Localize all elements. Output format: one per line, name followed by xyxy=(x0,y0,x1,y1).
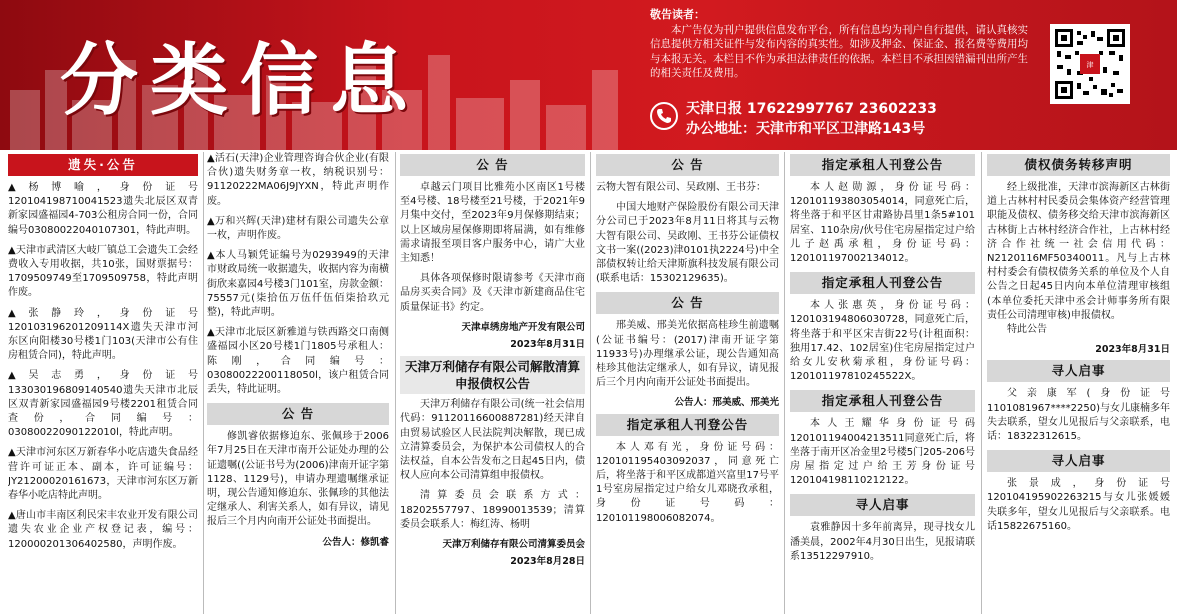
column-6 xyxy=(987,152,1170,614)
column-2 xyxy=(207,152,389,614)
notice-item: ▲天津市武清区大岐厂镇总工会遗失工会经费收入专用收据，共10张，国财票据号：1709509749至1709509758，特此声明作废。 xyxy=(8,244,198,299)
notice-body: 特此公告 xyxy=(1007,324,1047,336)
notice-signature: 天津卓绣房地产开发有限公司 xyxy=(461,321,585,333)
section-header-notice: 公 告 xyxy=(400,154,585,176)
notice-body: 邢美威、邢美光依据高桂珍生前遗嘱(公证书编号：(2017)津南开证字第11933号)办理继承公证，现公告通知高桂珍其他法定继承人，如有异议，请见报后三个月内向南开公证处书面提出。 xyxy=(596,320,779,389)
column-divider xyxy=(784,152,785,614)
notice-date: 2023年8月28日 xyxy=(510,556,585,568)
notice-item: ▲杨博喻，身份证号120104198710041523遗失北辰区双青新家园盛福园4-703公租房合同一份，合同编号03080022040107301，特此声明。 xyxy=(8,182,198,236)
section-header-missing-person: 寻人启事 xyxy=(987,360,1170,382)
phone-icon xyxy=(650,102,678,130)
section-header-tenant: 指定承租人刊登公告 xyxy=(790,390,975,412)
notice-item: ▲天津市北辰区新雅道与铁西路交口南侧盛福园小区20号楼1门1805号承租人：陈刚，合同编号：03080022200118050l，该户租赁合同丢失，特此证明。 xyxy=(207,327,389,396)
notice-signature: 公告人：邢美威、邢美光 xyxy=(674,397,779,409)
column-4 xyxy=(596,152,779,614)
section-header-notice: 公 告 xyxy=(207,403,389,425)
column-1 xyxy=(8,152,198,614)
notice-body: 本广告仅为刊户提供信息发布平台，所有信息均为刊户自行提供，请认真核实信息提供方相关证件与发布内容的真实性。如涉及押金、保证金、报名费等费用均与本报无关。本栏目不作为承担法律责任的依据。本栏目不承担因错漏刊出所产生的相关责任及费用。 xyxy=(650,23,1028,79)
notice-body: 中国大地财产保险股份有限公司天津分公司已于2023年8月11日将其与云物大智有限公司、吴政刚、王书芬公证债权文书一案((2023)津0101执2224号)中全部债权转让给天津斯旗科技发展有限公司(联系电话：15302129635)。 xyxy=(596,202,779,285)
column-divider xyxy=(590,152,591,614)
contact-address: 办公地址：天津市和平区卫津路143号 xyxy=(686,121,926,137)
section-header-notice: 公 告 xyxy=(596,292,779,314)
column-divider xyxy=(981,152,982,614)
section-header-tenant: 指定承租人刊登公告 xyxy=(790,272,975,294)
section-header-missing-person: 寻人启事 xyxy=(987,450,1170,472)
notice-item: ▲本人马颖凭证编号为0293949的天津市财政局统一收据遗失，收据内容为南横街欣来嘉园4号楼3门101室，房款金额：75557元(柒拾伍万伍仟伍佰柒拾玖元整)，特此声明。 xyxy=(207,250,389,319)
notice-body: 父亲康军(身份证号1101081967****2250)与女儿康楠多年失去联系，望女儿见报后与父亲联系，电话：18322312615。 xyxy=(987,388,1170,443)
notice-body: 张景成，身份证号120104195902263215与女儿张媛媛失联多年，望女儿见报后与父亲联系。电话15822675160。 xyxy=(987,478,1170,532)
notice-body: 天津万利储存有限公司(统一社会信用代码：91120116600887281)经天津自由贸易试验区人民法院判决解散，现已成立清算委员会，为保护本公司债权人的合法权益，自本公告发布之日起45日内，债权人应向本公司清算组申报债权。 xyxy=(400,399,585,482)
section-header-tenant: 指定承租人刊登公告 xyxy=(790,154,975,176)
notice-item: ▲活石(天津)企业管理咨询合伙企业(有限合伙)遗失财务章一枚，纳税识别号：91120222MA06J9JYXN，特此声明作废。 xyxy=(207,153,389,207)
notice-signature: 公告人：修凯睿 xyxy=(322,536,389,548)
notice-body: 本人赵勋源，身份证号码：120101193803054014，同意死亡后，将坐落于和平区甘肃路协昌里1条5#101居室、110杂房/伙号住宅房屋指定过户给儿子赵禹承租，身份证号码：120101197002134012。 xyxy=(790,182,975,265)
reader-notice xyxy=(650,8,1032,81)
notice-signature: 天津万利储存有限公司清算委员会 xyxy=(442,539,585,551)
notice-body: 修凯睿依据修迫东、张佩珍于2006年7月25日在天津市南开公证处办理的公证遗嘱((公证书号为(2006)津南开证字第1128、1129号)，申请办理遗嘱继承证明，现公告通知修迫东、张佩珍的其他法定继承人、利害关系人，如有异议，请见报后三个月内向南开公证处书面提出。 xyxy=(207,431,389,528)
column-5 xyxy=(790,152,975,614)
notice-body: 本人王耀华身份证号码120101194004213511同意死亡后，将坐落于南开区冶金里2号楼5门205-206号房屋指定过户给王芳身份证号120104198110212122。 xyxy=(790,418,975,487)
column-divider xyxy=(395,152,396,614)
notice-body: 卓越云门项目比雅苑小区南区1号楼至4号楼、18号楼至21号楼，于2021年9月集中交付，至2023年9月保修期结束；以上区域房屋保修期即将届满，如有维修需求请报至项目客户服务中心，请广大业主知悉！ xyxy=(400,182,585,265)
notice-item: ▲张静玲，身份证号120103196201209114X遗失天津市河东区向阳楼30号楼1门103(天津市公有住房租赁合同)，特此声明。 xyxy=(8,307,198,362)
notice-body: 本人张惠英，身份证号码：120103194806030728，同意死亡后，将坐落于和平区宋吉街22号(计租面积：独用17.42、102居室)住宅房屋指定过户给女儿安秋菊承租，身份证号码：120101197810245522X。 xyxy=(790,300,975,383)
notice-item: ▲吴志勇，身份证号133030196809140540遗失天津市北辰区双青新家园盛福园9号楼2201租赁合同查份，合同编号：03080022090122010l，特此声明。 xyxy=(8,370,198,439)
notice-date: 2023年8月31日 xyxy=(1095,344,1170,356)
notice-body: 云物大智有限公司、吴政刚、王书芬： xyxy=(596,182,766,193)
notice-item: ▲唐山市丰南区利民宋丰农业开发有限公司遗失农业企业产权登记表，编号：120000201306402580，声明作废。 xyxy=(8,510,198,550)
section-header-notice: 公 告 xyxy=(596,154,779,176)
contact-block xyxy=(650,96,1030,144)
qr-code xyxy=(1050,24,1130,104)
column-divider xyxy=(203,152,204,614)
svg-text:津: 津 xyxy=(1086,61,1094,69)
banner xyxy=(0,0,1177,150)
section-header-tenant: 指定承租人刊登公告 xyxy=(596,414,779,436)
notice-body: 本人邓有光，身份证号码：120101195403092037，同意死亡后，将坐落于和平区成都道兴富里17号平1号室房屋指定过户给女儿邓晓孜承租，身份证号码：120101198006082074。 xyxy=(596,441,779,524)
banner-title: 分类信息 xyxy=(60,36,421,126)
notice-body: 清算委员会联系方式：18202557797、18990013539；清算委员会联系人：梅红涛、杨明 xyxy=(400,490,585,530)
section-header-missing-person: 寻人启事 xyxy=(790,494,975,516)
liquidation-notice-title: 天津万利储存有限公司解散清算申报债权公告 xyxy=(400,356,585,394)
section-header-debt-transfer: 债权债务转移声明 xyxy=(987,154,1170,176)
notice-date: 2023年8月31日 xyxy=(510,339,585,351)
section-header-lost-notice: 遗失·公告 xyxy=(8,154,198,176)
contact-phones: 天津日报 17622997767 23602233 xyxy=(686,101,937,117)
notice-body: 经上级批准，天津市滨海新区古林街道上古林村村民委员会集体资产经营管理职能及债权、债务移交给天津市滨海新区古林街上古林村经济合作社，上古林村经济合作社统一社会信用代码：N2120116MF50340011。凡与上古林村村委会有债权债务关系的单位及个人自公告之日起45日内向本单位清理审核组(本单位委托天津中丞会计师事务所有限责任公司清理审核)申报债权。 xyxy=(987,182,1170,321)
notice-title: 敬告读者： xyxy=(650,8,705,21)
column-3 xyxy=(400,152,585,614)
notice-body: 具体各项保修时限请参考《天津市商品房买卖合同》及《天津市新建商品住宅质量保证书》约定。 xyxy=(400,273,585,313)
notice-item: ▲万和兴辉(天津)建材有限公司遗失公章一枚，声明作废。 xyxy=(207,215,389,242)
notice-item: ▲天津市河东区万新春华小吃店遗失食品经营许可证正本、副本，许可证编号：JY21200020161673，天津市河东区万新春华小吃店特此声明。 xyxy=(8,447,198,502)
notice-body: 袁雅静因十多年前离异，现寻找女儿潘美晨，2002年4月30日出生，见报请联系13512297910。 xyxy=(790,522,975,562)
